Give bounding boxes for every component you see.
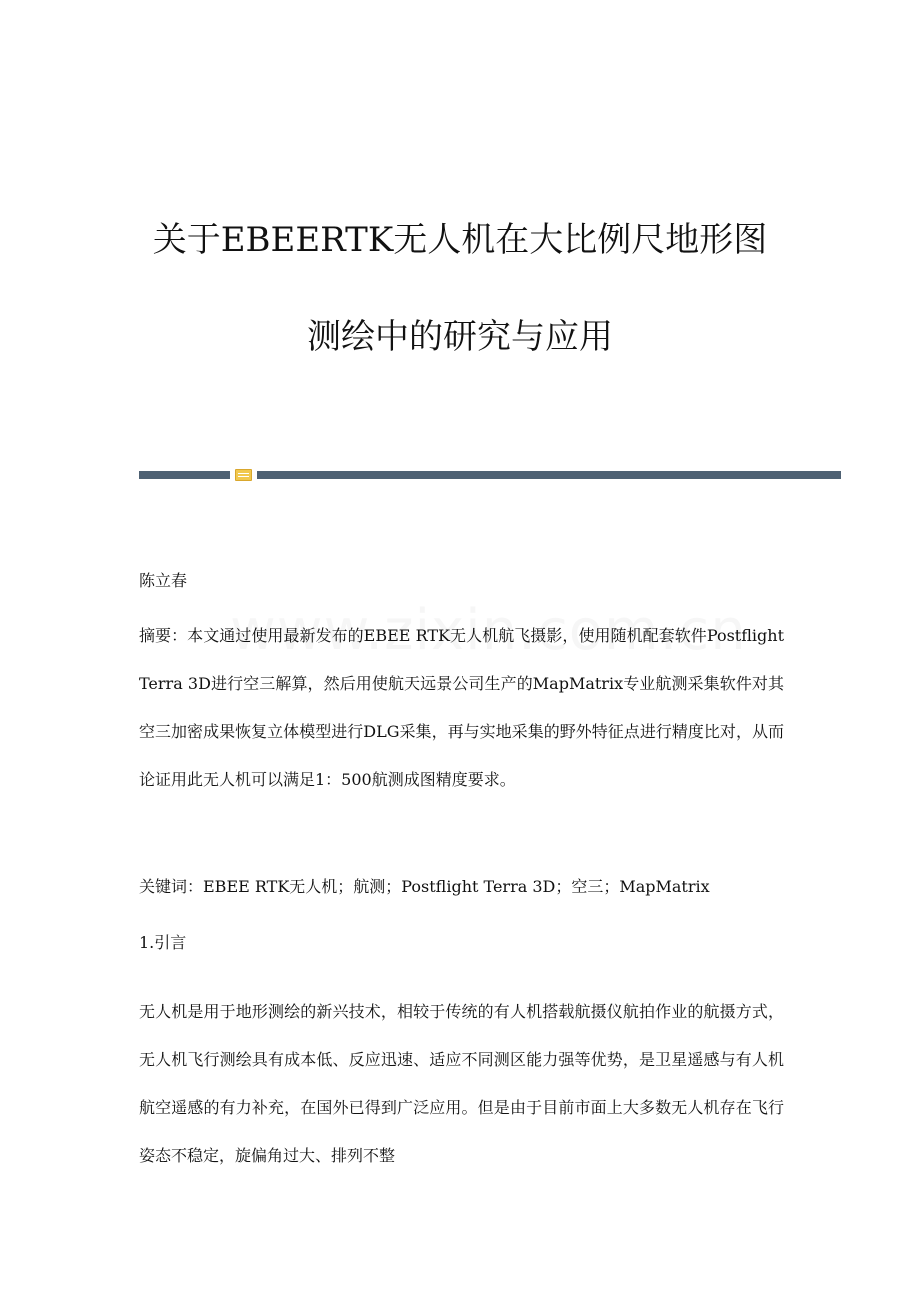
intro-paragraph: 无人机是用于地形测绘的新兴技术，相较于传统的有人机搭载航摄仪航拍作业的航摄方式，无人机飞行测绘具有成本低、反应迅速、适应不同测区能力强等优势，是卫星遥感与有人机航空遥感的有力补充，在国外已得到广泛应用。但是由于目前市面上大多数无人机存在飞行姿态不稳定，旋偏角过大、排列不整 <box>139 1002 784 1165</box>
divider-rule-right <box>257 471 841 479</box>
abstract: 摘要：本文通过使用最新发布的EBEE RTK无人机航飞摄影，使用随机配套软件Postflight Terra 3D进行空三解算，然后用使航天远景公司生产的MapMatrix专业航测采集软件对其空三加密成果恢复立体模型进行DLG采集，再与实地采集的野外特征点进行精度比对，从而论证用此无人机可以满足1：500航测成图精度要求。 <box>139 626 784 789</box>
author-name: 陈立春 <box>139 571 188 590</box>
keywords: 关键词：EBEE RTK无人机；航测；Postflight Terra 3D；空三；MapMatrix <box>139 877 710 896</box>
section-heading: 1.引言 <box>139 933 187 952</box>
title-line-1: 关于EBEERTK无人机在大比例尺地形图 <box>152 220 768 260</box>
envelope-icon <box>235 469 252 481</box>
title-line-2: 测绘中的研究与应用 <box>307 317 613 357</box>
divider-rule-left <box>139 471 230 479</box>
